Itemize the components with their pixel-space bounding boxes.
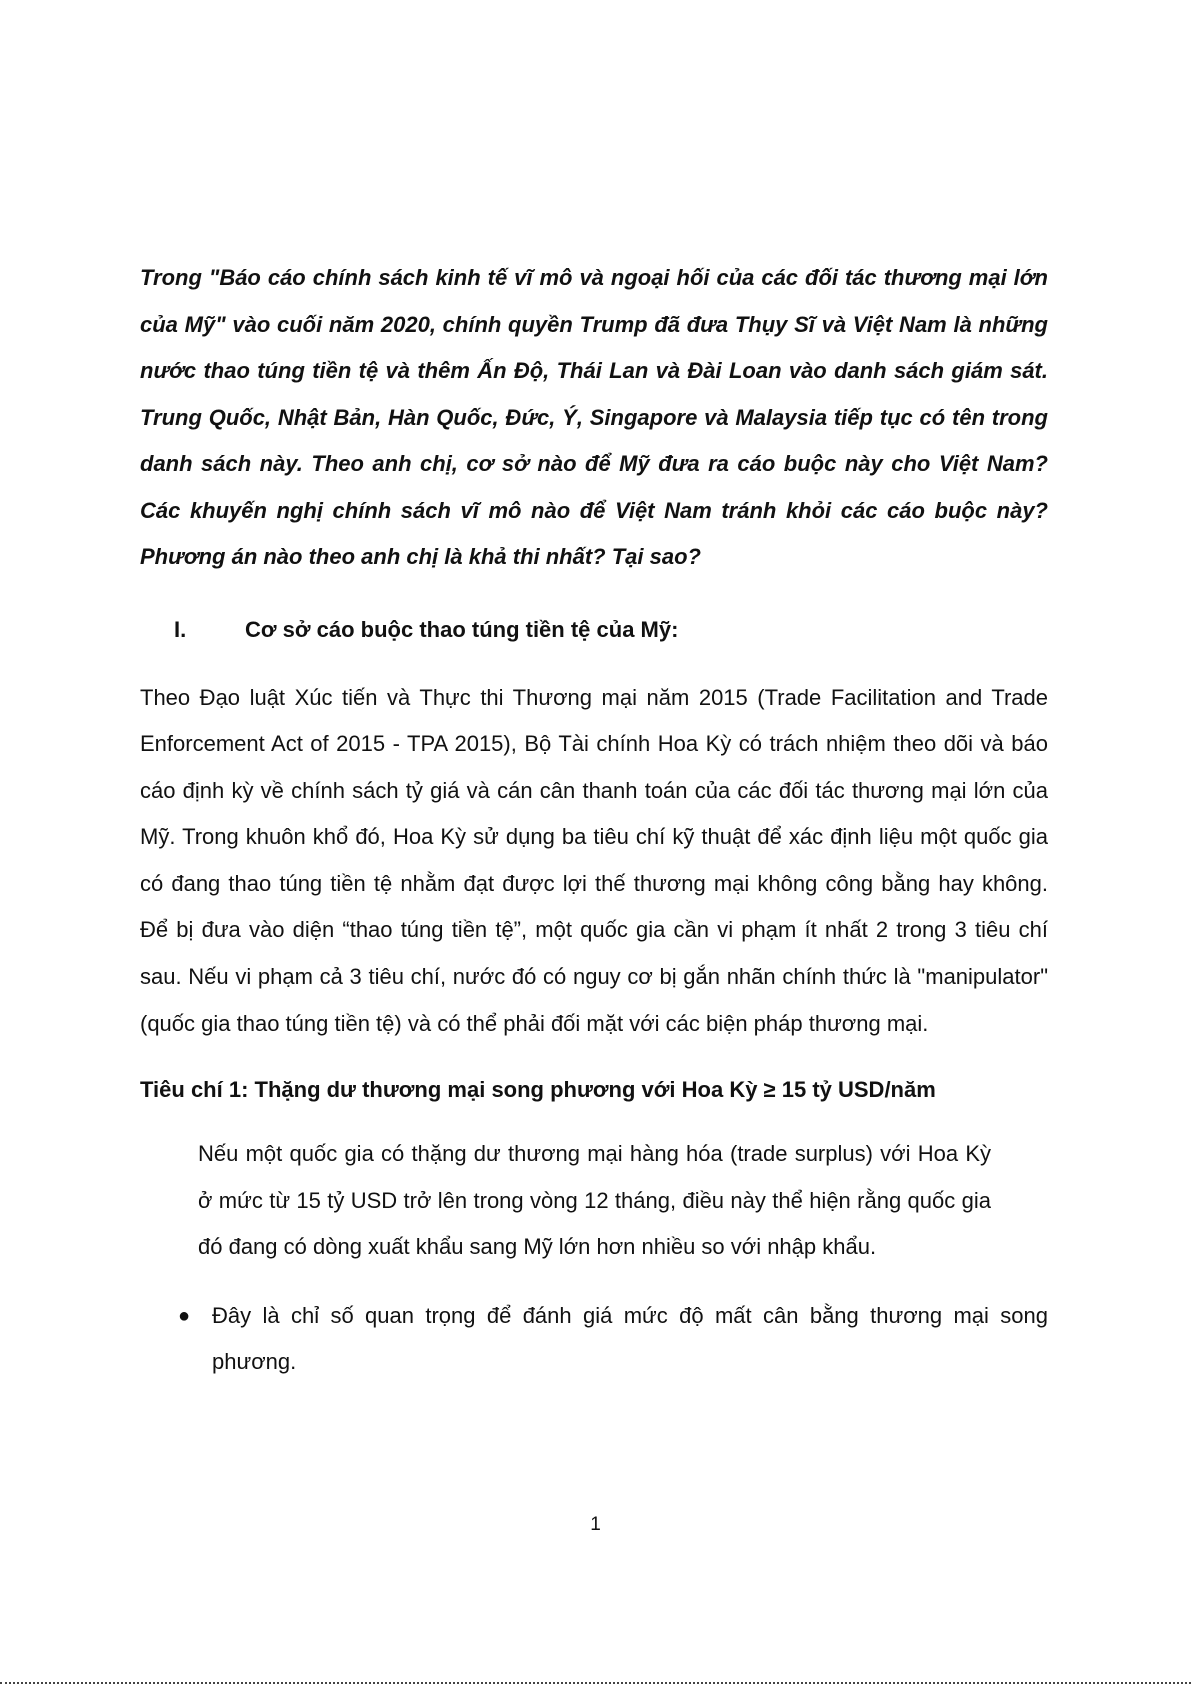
essay-question: Trong "Báo cáo chính sách kinh tế vĩ mô và ngoại hối của các đối tác thương mại lớn của Mỹ" vào cuối năm 2020, chính quyền Trump đã đưa Thụy Sĩ và Việt Nam là những nước thao túng tiền tệ và thêm Ấn Độ, Thái Lan và Đài Loan vào danh sách giám sát. Trung Quốc, Nhật Bản, Hàn Quốc, Đức, Ý, Singapore và Malaysia tiếp tục có tên trong danh sách này. Theo anh chị, cơ sở nào để Mỹ đưa ra cáo buộc này cho Việt Nam? Các khuyến nghị chính sách vĩ mô nào để Việt Nam tránh khỏi các cáo buộc này? Phương án nào theo anh chị là khả thi nhất? Tại sao? (140, 265, 1048, 569)
criterion-1-paragraph: Nếu một quốc gia có thặng dư thương mại hàng hóa (trade surplus) với Hoa Kỳ ở mức từ 15 tỷ USD trở lên trong vòng 12 tháng, điều này thể hiện rằng quốc gia đó đang có dòng xuất khẩu sang Mỹ lớn hơn nhiều so với nhập khẩu. (198, 1141, 991, 1260)
bullet-list (140, 1293, 1048, 1385)
page-number: 1 (590, 1514, 601, 1535)
criterion-1-heading: Tiêu chí 1: Thặng dư thương mại song phương với Hoa Kỳ ≥ 15 tỷ USD/năm (140, 1077, 936, 1103)
list-item (140, 1293, 1048, 1385)
bullet-text: Đây là chỉ số quan trọng để đánh giá mức độ mất cân bằng thương mại song phương. (212, 1302, 1048, 1374)
section-title: Cơ sở cáo buộc thao túng tiền tệ của Mỹ: (245, 616, 679, 642)
body-paragraph: Theo Đạo luật Xúc tiến và Thực thi Thương mại năm 2015 (Trade Facilitation and Trade Enforcement Act of 2015 - TPA 2015), Bộ Tài chính Hoa Kỳ có trách nhiệm theo dõi và báo cáo định kỳ về chính sách tỷ giá và cán cân thanh toán của các đối tác thương mại lớn của Mỹ. Trong khuôn khổ đó, Hoa Kỳ sử dụng ba tiêu chí kỹ thuật để xác định liệu một quốc gia có đang thao túng tiền tệ nhằm đạt được lợi thế thương mại không công bằng hay không. Để bị đưa vào diện “thao túng tiền tệ”, một quốc gia cần vi phạm ít nhất 2 trong 3 tiêu chí sau. Nếu vi phạm cả 3 tiêu chí, nước đó có nguy cơ bị gắn nhãn chính thức là "manipulator" (quốc gia thao túng tiền tệ) và có thể phải đối mặt với các biện pháp thương mại. (140, 684, 1048, 1036)
bullet-icon: ● (178, 1304, 191, 1327)
section-number: I. (174, 616, 187, 642)
page-bottom-divider (0, 1682, 1191, 1684)
page-content (140, 255, 1048, 1385)
section-heading (140, 607, 1048, 653)
